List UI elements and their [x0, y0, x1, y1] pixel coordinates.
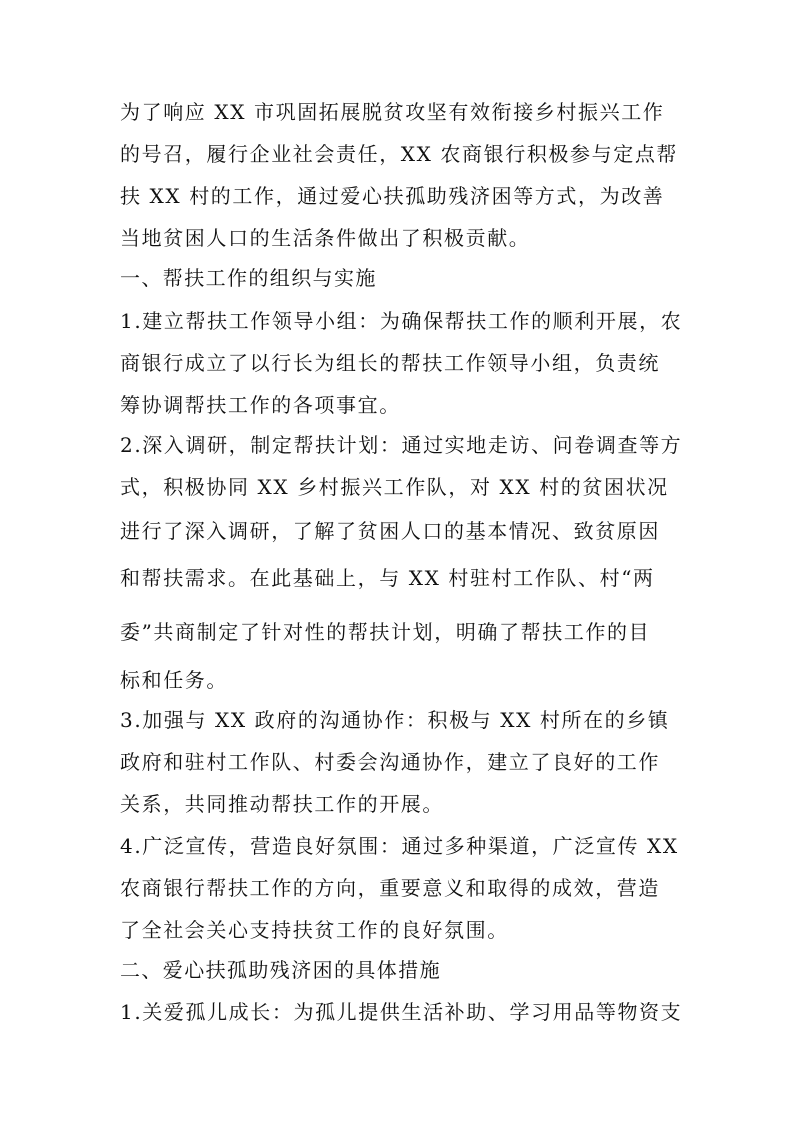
s1-item2-line-3: 进行了深入调研，了解了贫困人口的基本情况、致贫原因 [120, 519, 660, 543]
s1-item2-line-6: 标和任务。 [120, 668, 228, 692]
s1-item2-line-2: 式，积极协同 XX 乡村振兴工作队，对 XX 村的贫困状况 [120, 475, 669, 499]
s1-item3-line-3: 关系，共同推动帮扶工作的开展。 [120, 792, 444, 816]
s1-item3-line-2: 政府和驻村工作队、村委会沟通协作，建立了良好的工作 [120, 750, 660, 774]
intro-line-3: 扶 XX 村的工作，通过爱心扶孤助残济困等方式，为改善 [120, 184, 665, 208]
section-1-heading: 一、帮扶工作的组织与实施 [120, 266, 377, 290]
s1-item1-line-2: 商银行成立了以行长为组长的帮扶工作领导小组，负责统 [120, 351, 660, 375]
s1-item1-line-1: 1.建立帮扶工作领导小组：为确保帮扶工作的顺利开展，农 [120, 309, 683, 333]
s1-item3-line-1: 3.加强与 XX 政府的沟通协作：积极与 XX 村所在的乡镇 [120, 708, 670, 732]
section-2-heading: 二、爱心扶孤助残济困的具体措施 [120, 958, 441, 982]
s1-item2-line-5: 委”共商制定了针对性的帮扶计划，明确了帮扶工作的目 [120, 620, 651, 644]
s1-item2-line-4: 和帮扶需求。在此基础上，与 XX 村驻村工作队、村“两 [120, 566, 655, 590]
s2-item1-line-1: 1.关爱孤儿成长：为孤儿提供生活补助、学习用品等物资支 [120, 1000, 683, 1024]
s1-item4-line-3: 了全社会关心支持扶贫工作的良好氛围。 [120, 918, 509, 942]
intro-line-4: 当地贫困人口的生活条件做出了积极贡献。 [120, 226, 531, 250]
s1-item4-line-2: 农商银行帮扶工作的方向，重要意义和取得的成效，营造 [120, 876, 660, 900]
intro-line-1: 为了响应 XX 市巩固拓展脱贫攻坚有效衔接乡村振兴工作 [120, 100, 665, 124]
intro-line-2: 的号召，履行企业社会责任，XX 农商银行积极参与定点帮 [120, 142, 679, 166]
s1-item2-line-1: 2.深入调研，制定帮扶计划：通过实地走访、问卷调查等方 [120, 433, 683, 457]
s1-item1-line-3: 筹协调帮扶工作的各项事宜。 [120, 393, 401, 417]
s1-item4-line-1: 4.广泛宣传，营造良好氛围：通过多种渠道，广泛宣传 XX [120, 834, 679, 858]
